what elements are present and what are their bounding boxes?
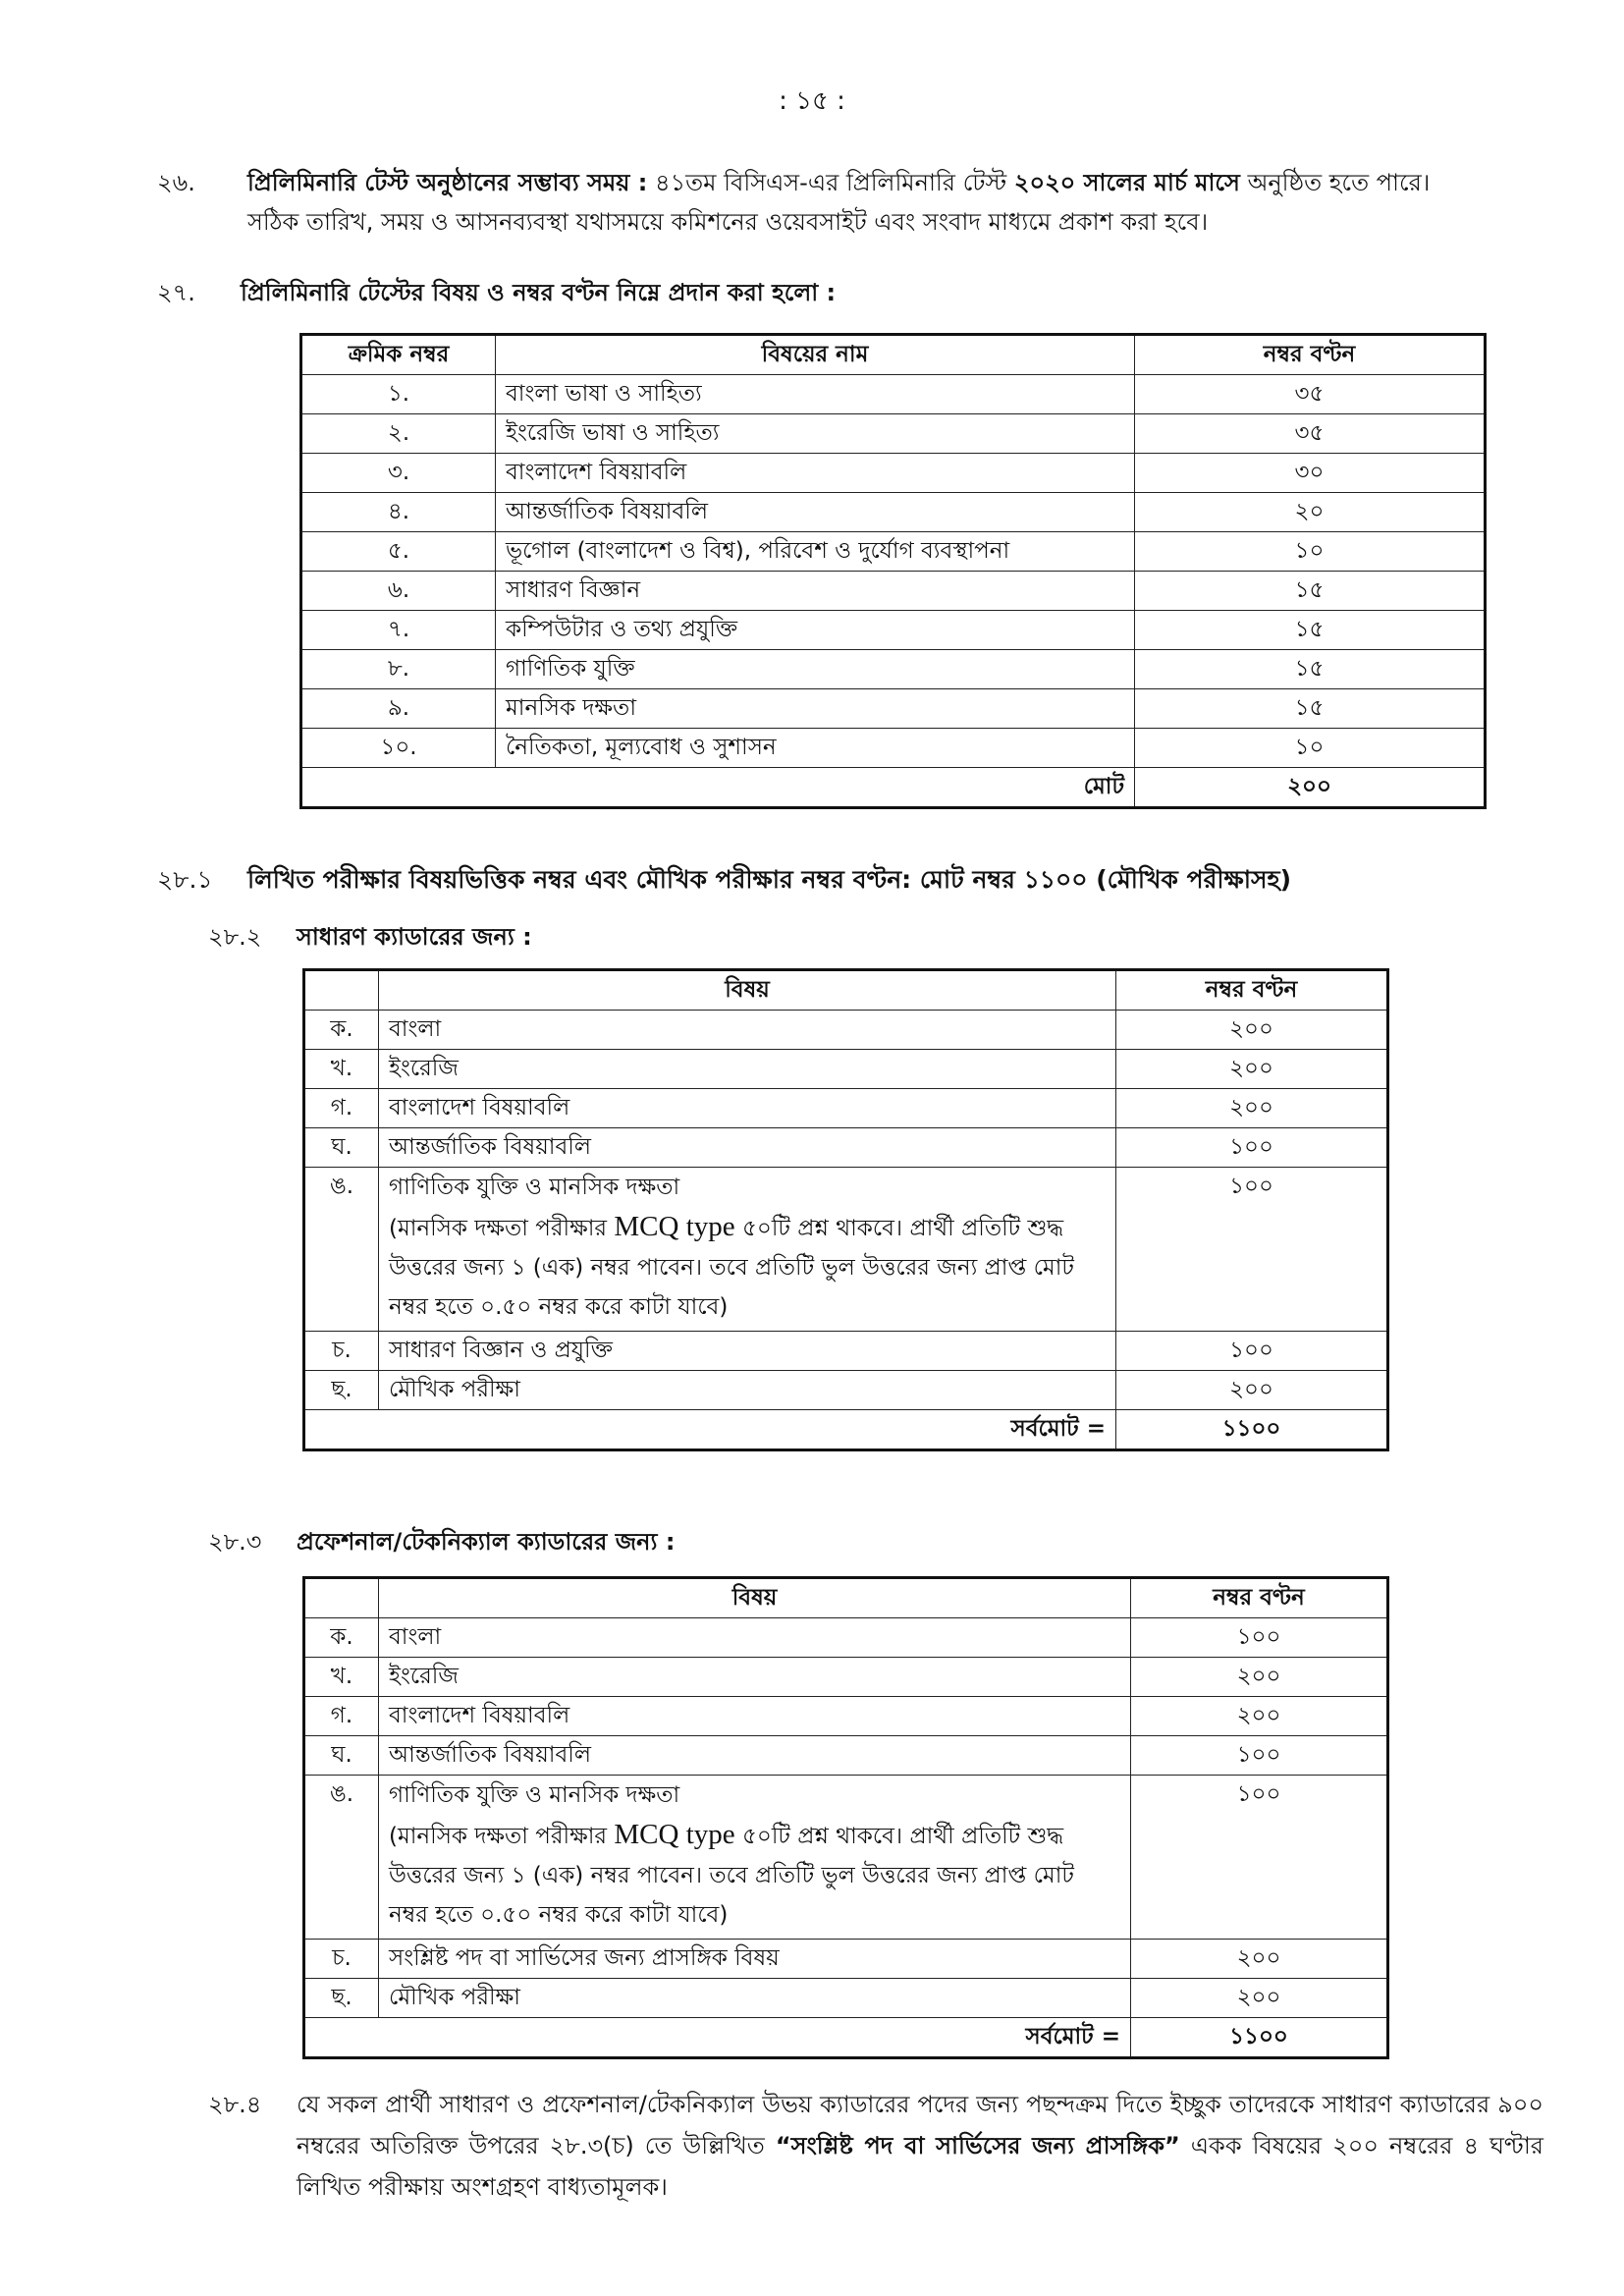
section-27-number: ২৭. [157, 279, 195, 306]
table-row [304, 1776, 1388, 1940]
section-27 [157, 273, 1551, 312]
section-26-number: ২৬. [157, 169, 195, 196]
row-key: ঘ. [304, 1128, 379, 1168]
row-key: খ. [304, 1050, 379, 1089]
table-header-row [304, 970, 1388, 1011]
table-row [301, 729, 1486, 768]
section-26-text2: অনুষ্ঠিত হতে পারে। [1247, 169, 1431, 196]
row-key: ঙ. [304, 1776, 379, 1940]
table-row [304, 1658, 1388, 1697]
row-value: ৩৫ [1135, 375, 1486, 414]
row-value: ২০০ [1131, 1979, 1388, 2018]
row-subject: মৌখিক পরীক্ষা [379, 1979, 1131, 2018]
section-27-title: প্রিলিমিনারি টেস্টের বিষয় ও নম্বর বণ্টন নিম্নে প্রদান করা হলো : [241, 279, 837, 306]
section-28-4-bold: “সংশ্লিষ্ট পদ বা সার্ভিসের জন্য প্রাসঙ্গিক” [775, 2132, 1180, 2159]
table-row [304, 1618, 1388, 1658]
row-subject: ইংরেজি [379, 1050, 1116, 1089]
row-value: ২০০ [1116, 1089, 1388, 1128]
row-key: ৩. [301, 454, 496, 493]
table-row [304, 1332, 1388, 1371]
header-subject: বিষয় [379, 1578, 1131, 1618]
row-key: গ. [304, 1697, 379, 1736]
row-note-a: (মানসিক দক্ষতা পরীক্ষার [389, 1216, 608, 1241]
table-row [301, 375, 1486, 414]
row-value: ১৫ [1135, 611, 1486, 650]
header-key [304, 1578, 379, 1618]
row-subject: বাংলাদেশ বিষয়াবলি [496, 454, 1135, 493]
section-28-4-body [297, 2084, 1543, 2208]
row-value: ১৫ [1135, 572, 1486, 611]
table-row [304, 1050, 1388, 1089]
total-value: ২০০ [1135, 768, 1486, 808]
row-subject: ইংরেজি [379, 1658, 1131, 1697]
prelim-marks-table [299, 333, 1487, 809]
row-subject: কম্পিউটার ও তথ্য প্রযুক্তি [496, 611, 1135, 650]
header-key [304, 970, 379, 1011]
table-row [301, 454, 1486, 493]
header-subject: বিষয়ের নাম [496, 335, 1135, 375]
row-subject: মানসিক দক্ষতা [496, 689, 1135, 729]
row-value: ২০০ [1131, 1658, 1388, 1697]
row-subject: ইংরেজি ভাষা ও সাহিত্য [496, 414, 1135, 454]
total-value: ১১০০ [1116, 1410, 1388, 1450]
section-28-4 [208, 2084, 1543, 2208]
row-subject-title: গাণিতিক যুক্তি ও মানসিক দক্ষতা [389, 1782, 680, 1808]
section-28-1-title: লিখিত পরীক্ষার বিষয়ভিত্তিক নম্বর এবং মৌখিক পরীক্ষার নম্বর বণ্টন: মোট নম্বর ১১০০ (মৌখিক পরীক্ষাসহ) [247, 865, 1292, 894]
row-value: ১০০ [1116, 1128, 1388, 1168]
row-value: ২০০ [1131, 1697, 1388, 1736]
row-subject: আন্তর্জাতিক বিষয়াবলি [496, 493, 1135, 532]
row-key: ৪. [301, 493, 496, 532]
row-value: ২০০ [1116, 1050, 1388, 1089]
row-subject: বাংলা ভাষা ও সাহিত্য [496, 375, 1135, 414]
table-row [304, 1697, 1388, 1736]
row-key: ১. [301, 375, 496, 414]
section-28-3-title: প্রফেশনাল/টেকনিক্যাল ক্যাডারের জন্য : [297, 1528, 676, 1556]
row-note-b: ৫০টি প্রশ্ন থাকবে। প্রার্থী প্রতিটি শুদ্ধ উত্তরের জন্য ১ (এক) নম্বর পাবেন। তবে প্রতিটি ভুল উত্তরের জন্য প্রাপ্ত মোট নম্বর হতে ০.৫০ নম্বর করে কাটা যাবে) [389, 1216, 1074, 1320]
row-subject: বাংলাদেশ বিষয়াবলি [379, 1697, 1131, 1736]
table-header-row [301, 335, 1486, 375]
table-row [301, 493, 1486, 532]
section-28-2-number: ২৮.২ [208, 923, 262, 951]
row-value: ১৫ [1135, 689, 1486, 729]
row-value: ২০০ [1131, 1940, 1388, 1979]
section-26 [157, 163, 1551, 242]
row-key: ক. [304, 1618, 379, 1658]
header-marks: নম্বর বণ্টন [1116, 970, 1388, 1011]
total-label: সর্বমোট = [304, 2018, 1131, 2058]
section-26-line2: সঠিক তারিখ, সময় ও আসনব্যবস্থা যথাসময়ে কমিশনের ওয়েবসাইট এবং সংবাদ মাধ্যমে প্রকাশ করা হবে। [247, 208, 1209, 236]
page-number: : ১৫ : [779, 86, 845, 116]
row-note-mcq: MCQ type [614, 1819, 735, 1850]
section-26-bold: ২০২০ সালের মার্চ মাসে [1013, 169, 1240, 196]
row-value: ১০০ [1131, 1618, 1388, 1658]
section-26-text1: ৪১তম বিসিএস-এর প্রিলিমিনারি টেস্ট [655, 169, 1007, 196]
row-subject: মৌখিক পরীক্ষা [379, 1371, 1116, 1410]
row-note-mcq: MCQ type [614, 1211, 735, 1242]
row-value: ২০ [1135, 493, 1486, 532]
table-row [301, 650, 1486, 689]
row-subject: সাধারণ বিজ্ঞান [496, 572, 1135, 611]
header-subject: বিষয় [379, 970, 1116, 1011]
row-subject: সাধারণ বিজ্ঞান ও প্রযুক্তি [379, 1332, 1116, 1371]
row-key: চ. [304, 1332, 379, 1371]
row-value: ১০০ [1131, 1776, 1388, 1940]
row-note-b: ৫০টি প্রশ্ন থাকবে। প্রার্থী প্রতিটি শুদ্ধ উত্তরের জন্য ১ (এক) নম্বর পাবেন। তবে প্রতিটি ভুল উত্তরের জন্য প্রাপ্ত মোট নম্বর হতে ০.৫০ নম্বর করে কাটা যাবে) [389, 1824, 1074, 1928]
row-key: ৯. [301, 689, 496, 729]
table-total-row [301, 768, 1486, 808]
row-key: ছ. [304, 1979, 379, 2018]
row-key: ছ. [304, 1371, 379, 1410]
table-row [304, 1089, 1388, 1128]
table-header-row [304, 1578, 1388, 1618]
header-marks: নম্বর বণ্টন [1135, 335, 1486, 375]
row-key: ক. [304, 1011, 379, 1050]
total-label: সর্বমোট = [304, 1410, 1116, 1450]
section-28-3-number: ২৮.৩ [208, 1528, 262, 1556]
row-value: ১৫ [1135, 650, 1486, 689]
row-subject [379, 1168, 1116, 1332]
table-row [304, 1940, 1388, 1979]
row-key: ৬. [301, 572, 496, 611]
row-value: ১০ [1135, 532, 1486, 572]
row-subject: গাণিতিক যুক্তি [496, 650, 1135, 689]
section-28-1-number: ২৮.১ [157, 865, 213, 894]
section-28-2-title: সাধারণ ক্যাডারের জন্য : [297, 923, 532, 951]
row-key: ১০. [301, 729, 496, 768]
row-value: ৩৫ [1135, 414, 1486, 454]
table-row [304, 1736, 1388, 1776]
row-key: ২. [301, 414, 496, 454]
table-row [301, 532, 1486, 572]
table-row [301, 572, 1486, 611]
table-total-row [304, 1410, 1388, 1450]
section-26-label: প্রিলিমিনারি টেস্ট অনুষ্ঠানের সম্ভাব্য সময় : [247, 169, 648, 196]
professional-cadre-table [302, 1576, 1389, 2059]
row-key: ৮. [301, 650, 496, 689]
section-28-4-text1: যে সকল প্রার্থী সাধারণ ও প্রফেশনাল/টেকনিক্যাল উভয় ক্যাডারের পদের জন্য পছন্দক্রম দিতে ইচ্ছুক তাদেরকে সাধারণ ক্যাডারের ৯০০ নম্বরের অতিরিক্ত উপরের ২৮.৩(চ) তে উল্লিখিত [297, 2091, 1543, 2159]
row-key: চ. [304, 1940, 379, 1979]
section-28-1 [157, 860, 1571, 900]
row-subject: বাংলা [379, 1011, 1116, 1050]
row-subject [379, 1776, 1131, 1940]
table-row [304, 1371, 1388, 1410]
row-subject-title: গাণিতিক যুক্তি ও মানসিক দক্ষতা [389, 1175, 680, 1200]
general-cadre-table [302, 968, 1389, 1451]
row-subject: আন্তর্জাতিক বিষয়াবলি [379, 1736, 1131, 1776]
section-26-body [247, 163, 1551, 242]
row-value: ২০০ [1116, 1011, 1388, 1050]
row-key: খ. [304, 1658, 379, 1697]
table-row [301, 689, 1486, 729]
table-row [301, 414, 1486, 454]
row-subject: সংশ্লিষ্ট পদ বা সার্ভিসের জন্য প্রাসঙ্গিক বিষয় [379, 1940, 1131, 1979]
section-28-4-number: ২৮.৪ [208, 2091, 262, 2118]
table-row [301, 611, 1486, 650]
section-28-4-text2: একক বিষয়ের ২০০ নম্বরের ৪ ঘণ্টার লিখিত পরীক্ষায় অংশগ্রহণ বাধ্যতামূলক। [297, 2132, 1543, 2201]
row-subject: ভূগোল (বাংলাদেশ ও বিশ্ব), পরিবেশ ও দুর্যোগ ব্যবস্থাপনা [496, 532, 1135, 572]
row-subject: বাংলাদেশ বিষয়াবলি [379, 1089, 1116, 1128]
table-total-row [304, 2018, 1388, 2058]
row-subject: বাংলা [379, 1618, 1131, 1658]
row-key: গ. [304, 1089, 379, 1128]
total-label: মোট [301, 768, 1135, 808]
row-value: ১০০ [1131, 1736, 1388, 1776]
total-value: ১১০০ [1131, 2018, 1388, 2058]
header-marks: নম্বর বণ্টন [1131, 1578, 1388, 1618]
row-subject: আন্তর্জাতিক বিষয়াবলি [379, 1128, 1116, 1168]
row-key: ৫. [301, 532, 496, 572]
table-row [304, 1011, 1388, 1050]
row-key: ঙ. [304, 1168, 379, 1332]
row-key: ৭. [301, 611, 496, 650]
row-value: ১০ [1135, 729, 1486, 768]
row-note-a: (মানসিক দক্ষতা পরীক্ষার [389, 1824, 608, 1849]
row-value: ৩০ [1135, 454, 1486, 493]
section-28-3 [208, 1522, 1485, 1561]
row-value: ২০০ [1116, 1371, 1388, 1410]
table-row [304, 1168, 1388, 1332]
section-28-2 [208, 917, 1485, 957]
row-key: ঘ. [304, 1736, 379, 1776]
row-value: ১০০ [1116, 1168, 1388, 1332]
table-row [304, 1979, 1388, 2018]
row-subject: নৈতিকতা, মূল্যবোধ ও সুশাসন [496, 729, 1135, 768]
row-value: ১০০ [1116, 1332, 1388, 1371]
header-serial: ক্রমিক নম্বর [301, 335, 496, 375]
table-row [304, 1128, 1388, 1168]
